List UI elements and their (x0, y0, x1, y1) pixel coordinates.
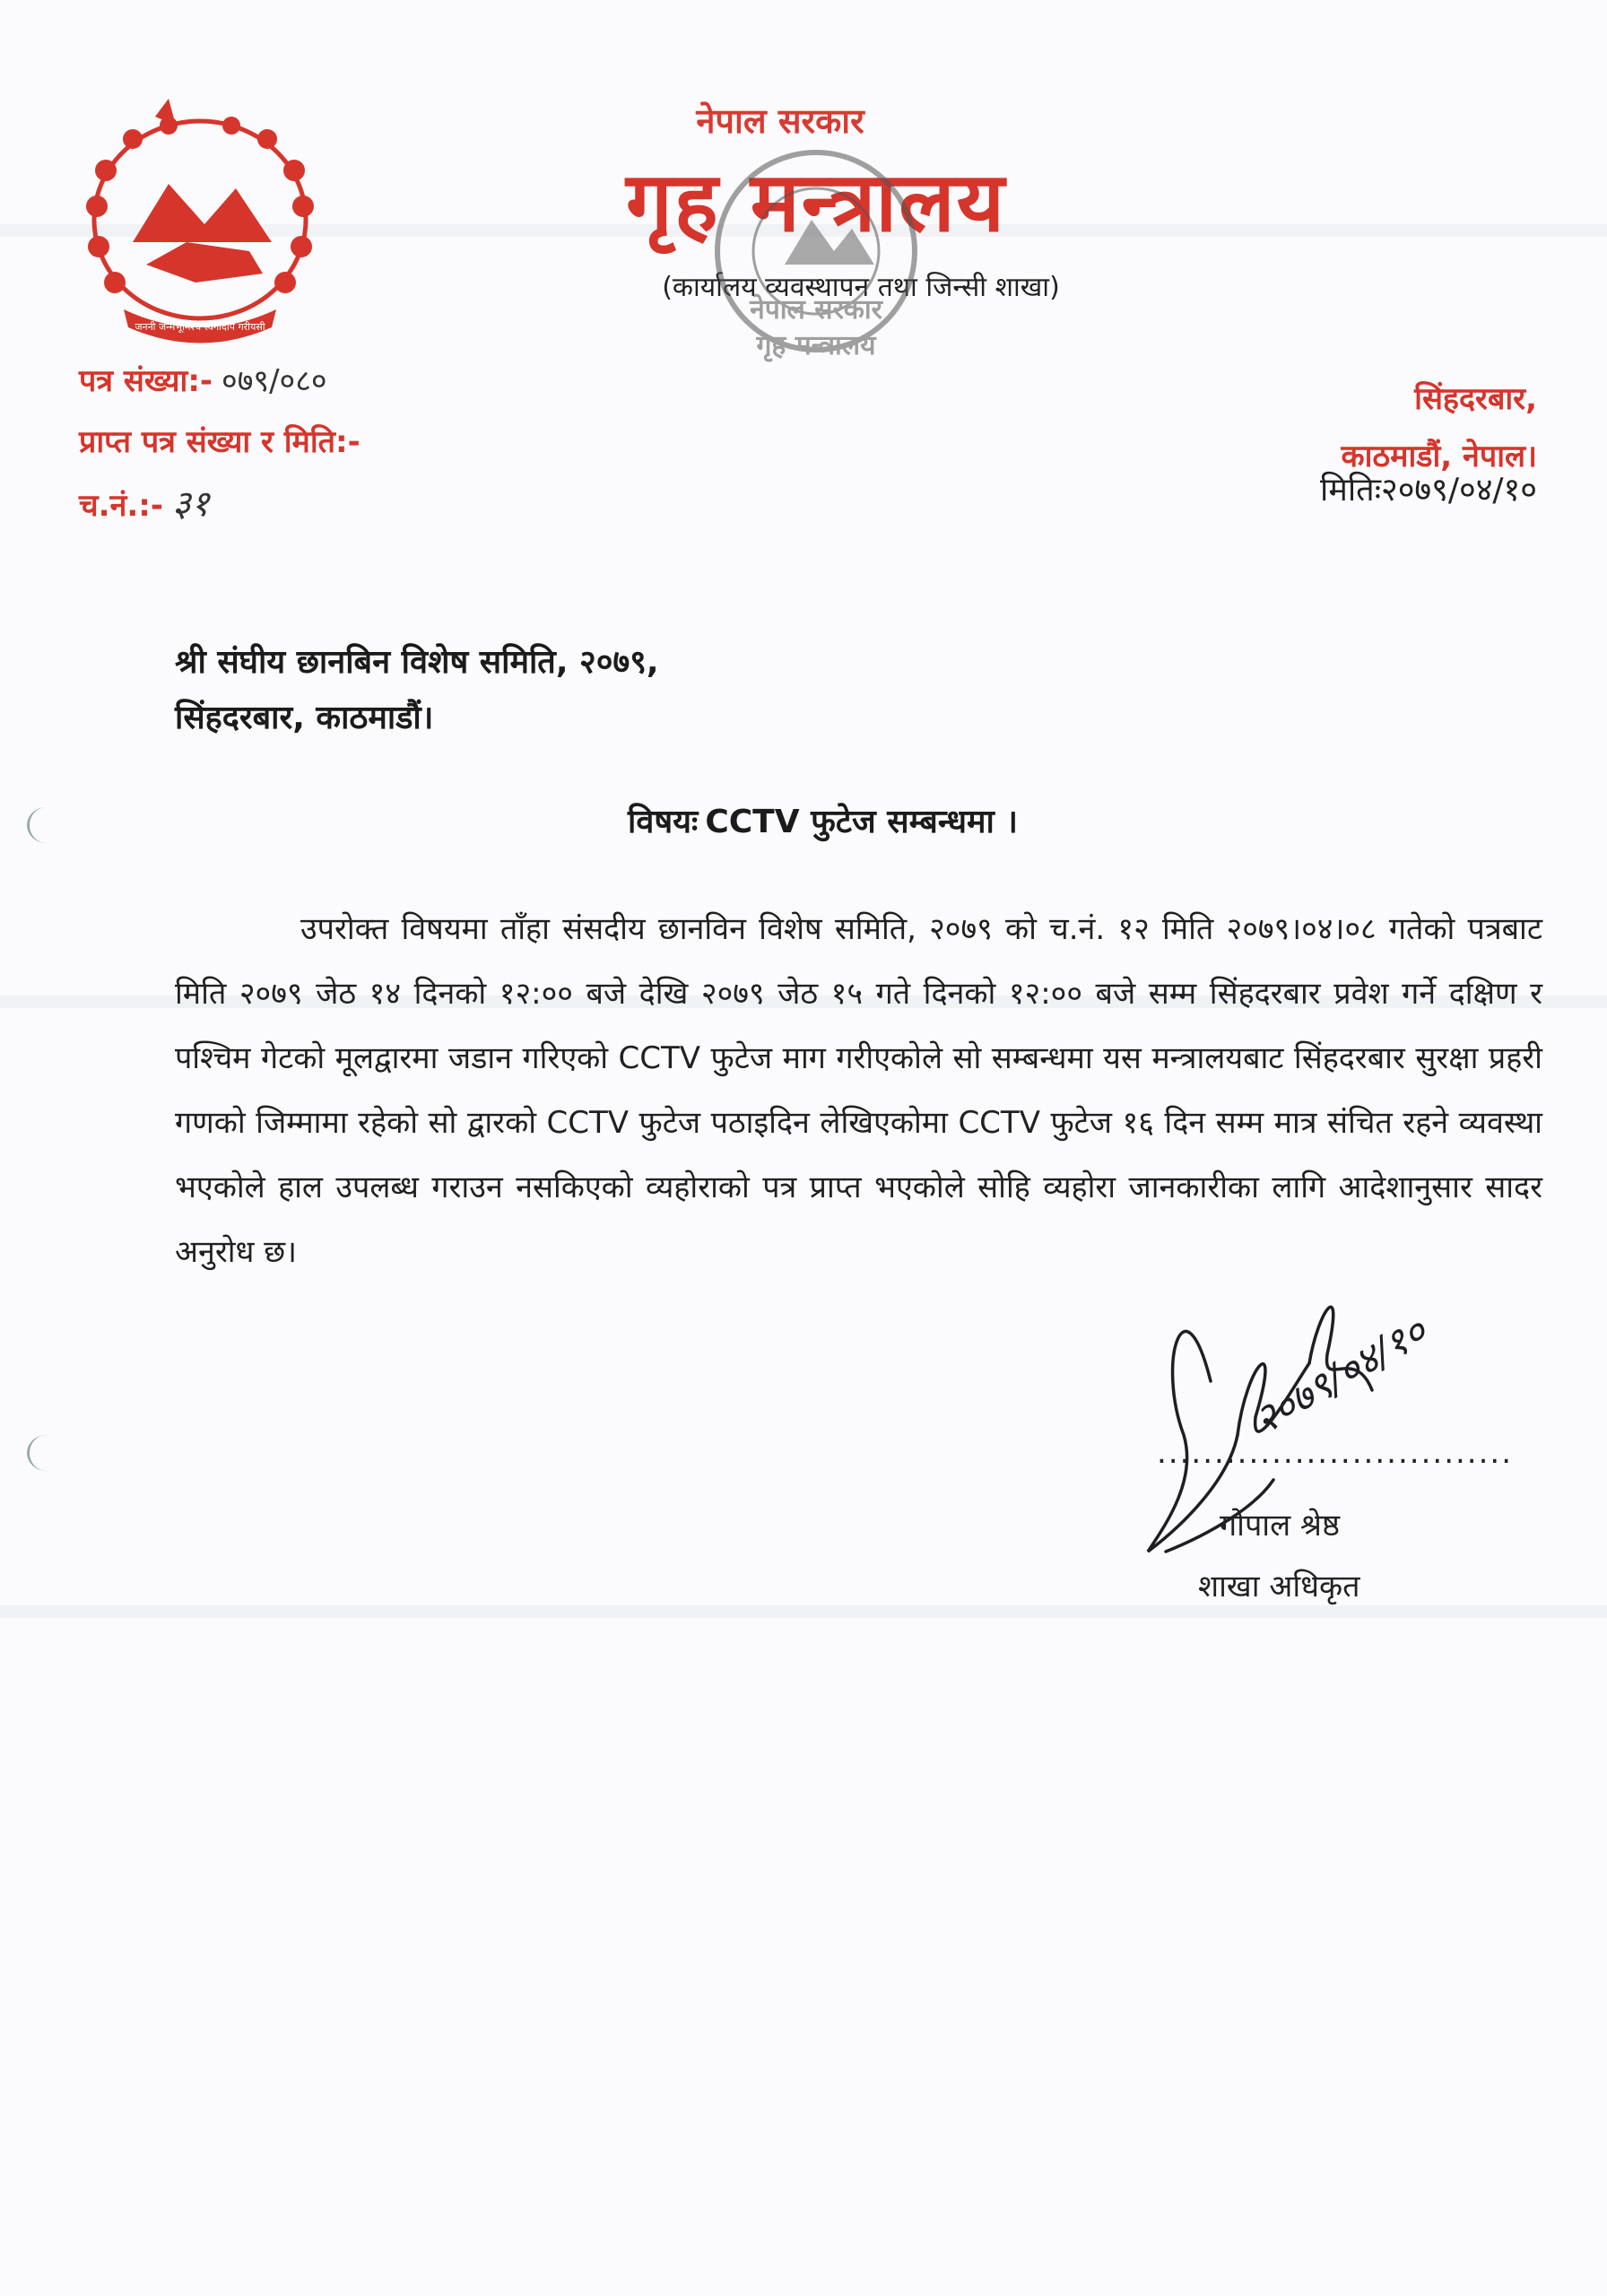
nepal-emblem-logo (70, 99, 330, 350)
letter-number-value: ०७९/०८० (222, 363, 327, 399)
received-letter-ref (79, 420, 360, 461)
office-stamp (699, 135, 933, 368)
punch-hole-mark (27, 1435, 65, 1471)
letter-body (175, 897, 1542, 1284)
dispatch-number-label: च.नं.:- (79, 488, 163, 524)
signature-date: २०७९/०४/१० (1247, 1309, 1435, 1444)
dispatch-number (79, 477, 210, 526)
signature-line: ............................... (1157, 1435, 1514, 1471)
branch-name: (कार्यालय व्यवस्थापन तथा जिन्सी शाखा) (662, 272, 1060, 303)
received-letter-label: प्राप्त पत्र संख्या र मिति:- (79, 424, 360, 460)
scan-streak (0, 1605, 1607, 1618)
stamp-text-top: नेपाल सरकार (750, 294, 882, 326)
punch-hole-mark (27, 807, 65, 843)
letter-body-text: उपरोक्त विषयमा ताँहा संसदीय छानविन विशेष समिति, २०७९ को च.नं. १२ मिति २०७९।०४।०८ गतेको पत्रबाट मिति २०७९ जेठ १४ दिनको १२:०० बजे देखि २०७९ जेठ १५ गते दिनको १२:०० बजे सम्म सिंहदरबार प्रवेश गर्ने दक्षिण र पश्चिम गेटको मूलद्वारमा जडान गरिएको CCTV फुटेज माग गरीएकोले सो सम्बन्धमा यस मन्त्रालयबाट सिंहदरबार सुरक्षा प्रहरी गणको जिम्मामा रहेको सो द्वारको CCTV फुटेज पठाइदिन लेखिएकोमा CCTV फुटेज १६ दिन सम्म मात्र संचित रहने व्यवस्था भएकोले हाल उपलब्ध गराउन नसकिएको व्यहोराको पत्र प्राप्त भएकोले सोहि व्यहोरा जानकारीका लागि आदेशानुसार सादर अनुरोध छ। (175, 911, 1542, 1270)
government-title: नेपाल सरकार (696, 101, 864, 141)
recipient-block (175, 635, 659, 746)
subject-label: विषयः (628, 804, 699, 840)
recipient-line1: श्री संघीय छानबिन विशेष समिति, २०७९, (175, 644, 659, 681)
letter-number-label: पत्र संख्या:- (79, 363, 213, 399)
office-address-line1: सिंहदरबार, (1414, 381, 1537, 417)
letter-date: मितिः२०७९/०४/१० (1320, 472, 1537, 509)
dispatch-number-value: ३१ (172, 483, 210, 525)
office-address-line2: काठमाडौं, नेपाल। (1341, 439, 1537, 474)
signer-name: गोपाल श्रेष्ठ (1220, 1508, 1341, 1544)
subject-text: CCTV फुटेज सम्बन्धमा । (705, 804, 1018, 840)
emblem-motto: जननी जन्मभूमिश्च स्वर्गादपि गरीयसी (135, 321, 265, 333)
recipient-line2: सिंहदरबार, काठमाडौं। (175, 700, 434, 736)
subject-line (628, 798, 1025, 842)
stamp-text-bottom: गृह मन्त्रालय (756, 330, 876, 361)
ministry-title: गृह मन्त्रालय (626, 154, 1006, 250)
letter-number (79, 359, 327, 400)
signer-designation: शाखा अधिकृत (1198, 1569, 1360, 1605)
